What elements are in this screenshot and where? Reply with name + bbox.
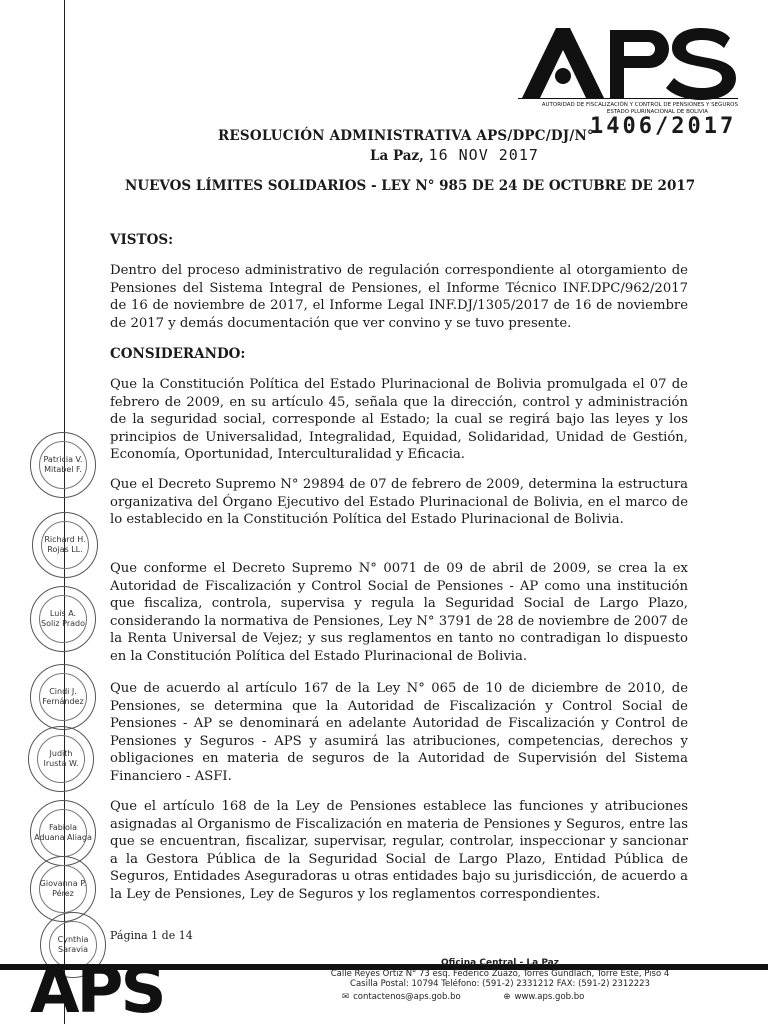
footer-phones: Casilla Postal: 10794 Teléfono: (591-2) 2331212 FAX: (591-2) 2312223 [350, 979, 650, 989]
date-stamp: 16 NOV 2017 [428, 146, 539, 164]
seal-line: Irusta W. [43, 759, 79, 768]
logo-subtitle-line1: AUTORIDAD DE FISCALIZACIÓN Y CONTROL DE PENSIONES Y SEGUROS [541, 102, 738, 108]
initials-seal [28, 726, 94, 792]
seal-line: Aduana Aliaga [34, 833, 92, 842]
mail-icon: ✉ [342, 992, 350, 1002]
considerando-paragraph-1 [110, 376, 688, 464]
seal-line: Richard H. [44, 535, 86, 544]
paragraph: Que la Constitución Política del Estado Plurinacional de Bolivia promulgada el 07 de febrero de 2009, en su artículo 45, señala que la dirección, control y administración de la seguridad social, corresponde al Estado; la cual se regirá bajo las leyes y los principios de Universalidad, Integralidad, Equidad, Solidaridad, Unidad de Gestión, Economía, Oportunidad, Interculturalidad y Eficacia. [110, 377, 688, 463]
seal-line: Mitabel F. [44, 465, 82, 474]
page-number: Página 1 de 14 [110, 929, 193, 942]
footer-email[interactable] [342, 992, 481, 1002]
footer-logo: APS [30, 954, 164, 1028]
footer-office: Oficina Central - La Paz [441, 958, 559, 968]
seal-line: Patricia V. [43, 455, 83, 464]
logo-rule [518, 98, 738, 99]
footer-web-text: www.aps.gob.bo [514, 992, 585, 1002]
considerando-paragraph-3 [110, 560, 688, 666]
initials-seal [30, 586, 96, 652]
vistos-text [110, 262, 688, 332]
seal-line: Judith [49, 749, 73, 758]
logo-subtitle-line2: ESTADO PLURINACIONAL DE BOLIVIA [606, 109, 708, 115]
considerando-heading: CONSIDERANDO: [110, 346, 246, 362]
globe-icon: ⊕ [503, 992, 511, 1002]
initials-seal [30, 432, 96, 498]
initials-seal [32, 512, 98, 578]
initials-seal [30, 856, 96, 922]
seal-line: Saravia [57, 945, 89, 954]
initials-seal [30, 664, 96, 730]
seal-line: Fernández [42, 697, 84, 706]
seal-line: Soliz Prado [40, 619, 85, 628]
seal-line: Giovanna P. [39, 879, 87, 888]
vistos-heading: VISTOS: [110, 232, 174, 248]
paragraph: Que conforme el Decreto Supremo N° 0071 de 09 de abril de 2009, se crea la ex Autoridad de Fiscalización y Control Social de Pensiones - AP como una institución que fiscaliza, controla, supervisa y regula la Seguridad Social de Largo Plazo, considerando la normativa de Pensiones, Ley N° 3791 de 28 de noviembre de 2007 de la Renta Universal de Vejez; y sus reglamentos en tanto no contradigan lo dispuesto en la Constitución Política del Estado Plurinacional de Bolivia. [110, 561, 688, 664]
paragraph: Que el Decreto Supremo N° 29894 de 07 de febrero de 2009, determina la estructura organizativa del Órgano Ejecutivo del Estado Plurinacional de Bolivia, en el marco de lo establecido en la Constitución Política del Estado Plurinacional de Bolivia. [110, 477, 688, 528]
paragraph: Que el artículo 168 de la Ley de Pensiones establece las funciones y atribuciones asignadas al Organismo de Fiscalización en materia de Pensiones y Seguros, entre las que se encuentran, fiscalizar, supervisar, regular, controlar, inspeccionar y sancionar a la Gestora Pública de la Seguridad Social de Largo Plazo, Entidad Pública de Seguros, Entidades Aseguradoras u otras entidades bajo su jurisdicción, de acuerdo a la Ley de Pensiones, Ley de Seguros y los reglamentos correspondientes. [110, 799, 688, 902]
place: La Paz, [370, 148, 424, 164]
vistos-paragraph: Dentro del proceso administrativo de regulación correspondiente al otorgamiento de Pensiones del Sistema Integral de Pensiones, el Informe Técnico INF.DPC/962/2017 de 16 de noviembre de 2017, el Informe Legal INF.DJ/1305/2017 de 16 de noviembre de 2017 y demás documentación que ver convino y se tuvo presente. [110, 263, 688, 331]
considerando-paragraph-5 [110, 798, 688, 904]
considerando-paragraph-4 [110, 680, 688, 786]
seal-line: Rojas LL. [47, 545, 83, 554]
resolution-title: RESOLUCIÓN ADMINISTRATIVA APS/DPC/DJ/N° [218, 128, 594, 144]
considerando-paragraph-2 [110, 476, 688, 529]
paragraph: Que de acuerdo al artículo 167 de la Ley N° 065 de 10 de diciembre de 2010, de Pensiones, se determina que la Autoridad de Fiscalización y Control Social de Pensiones - AP se denominará en adelante Autoridad de Fiscalización y Control de Pensiones y Seguros - APS y asumirá las atribuciones, competencias, derechos y obligaciones en materia de seguros de la Autoridad de Supervisión del Sistema Financiero - ASFI. [110, 681, 688, 784]
footer-contacts [342, 992, 624, 1002]
resolution-number: 1406/2017 [590, 114, 737, 139]
footer [0, 954, 768, 1028]
resolution-subject: NUEVOS LÍMITES SOLIDARIOS - LEY N° 985 DE 24 DE OCTUBRE DE 2017 [125, 178, 696, 194]
seal-line: Cynthia [57, 935, 89, 944]
seal-line: Cindi J. [49, 687, 77, 696]
footer-address: Calle Reyes Ortiz N° 73 esq. Federico Zuazo, Torres Gundlach, Torre Este, Piso 4 [330, 968, 670, 979]
aps-logo [512, 22, 742, 122]
footer-email-text: contactenos@aps.gob.bo [353, 992, 461, 1002]
seal-line: Pérez [52, 889, 74, 898]
footer-address-block [300, 958, 700, 990]
aps-logo-mark-icon [512, 22, 742, 100]
seal-line: Fabiola [48, 823, 78, 832]
footer-web[interactable] [503, 992, 604, 1002]
place-date [370, 146, 539, 164]
seal-line: Luis A. [49, 609, 77, 618]
